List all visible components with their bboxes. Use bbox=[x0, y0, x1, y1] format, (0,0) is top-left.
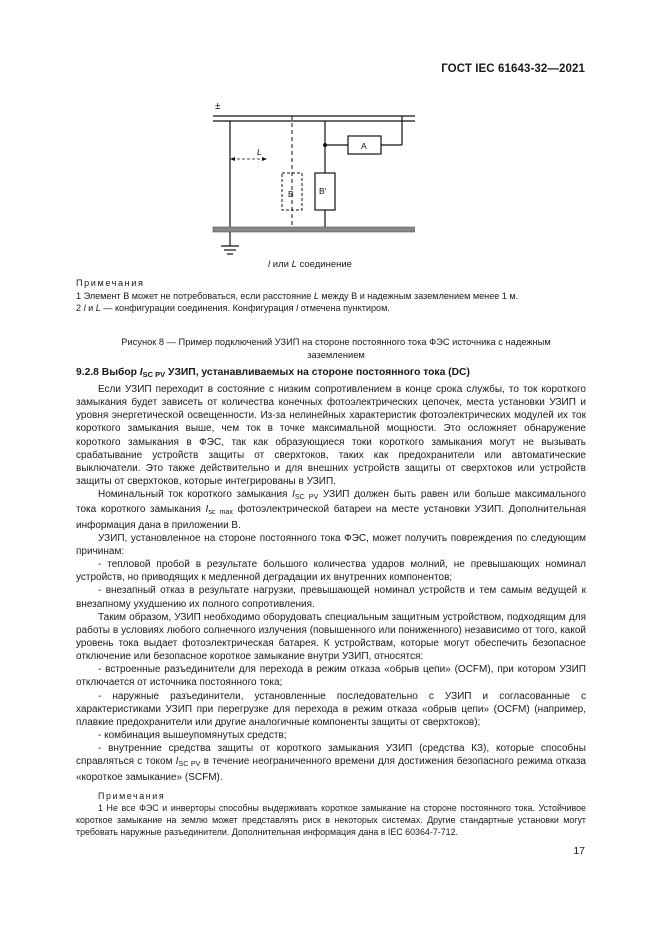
dimension-L-label: L bbox=[257, 147, 262, 157]
plus-minus-label: ± bbox=[215, 101, 221, 112]
paragraph-2: Номинальный ток короткого замыкания $I_{SC PV}$ УЗИП должен быть равен или больше максимального тока короткого замыкания $I_{sc max}$ фотоэлектрической батареи на месте установки УЗИП. Дополнительная информация дана в приложении B. bbox=[76, 489, 586, 531]
box-B-prime-label: B' bbox=[319, 186, 327, 196]
box-B-label: B bbox=[288, 189, 294, 199]
figure-caption: Рисунок 8 — Пример подключений УЗИП на стороне постоянного тока ФЭС источника с надежным заземлением bbox=[121, 337, 551, 360]
main-text bbox=[76, 366, 586, 838]
bullet-1: - тепловой пробой в результате большого количества ударов молний, не превышающих номинал устройств, но приводящих к медленной деградации их внутренних компонентов; bbox=[76, 559, 586, 584]
dimension-arrow-left bbox=[230, 157, 235, 161]
paragraph-4: Таким образом, УЗИП необходимо оборудовать специальным защитным устройством, подходящим для работы в условиях любого солнечного излучения (повышенного или пониженного) независимо от того, какой уровень тока выдает фотоэлектрическая батарея. К устройствам, которые могут обеспечить безопасное отключение или безопасное короткое замыкание внутри УЗИП, относятся: bbox=[76, 611, 586, 663]
box-A-label: A bbox=[361, 141, 367, 151]
section-note-1: 1 Не все ФЭС и инверторы способны выдерживать короткое замыкание на стороне постоянного тока. Устойчивое короткое замыкание на землю может представлять риск в некоторых системах. Другие стандартные установки могут требовать наружные разъединители. Дополнительная информация дана в IEC 60364-7-712. bbox=[76, 802, 586, 837]
earth-bar bbox=[213, 227, 415, 232]
section-notes-title: Примечания bbox=[98, 790, 166, 801]
note-1: 1 Элемент B может не потребоваться, если расстояние L между B и надежным заземлением менее 1 м. bbox=[76, 290, 519, 301]
section-notes bbox=[76, 790, 586, 838]
note-2: 2 l и L — конфигурации соединения. Конфигурация l отмечена пунктиром. bbox=[76, 303, 390, 313]
connection-diagram bbox=[205, 93, 415, 258]
bullet-3: - встроенные разъединители для перехода в режим отказа «обрыв цепи» (OCFM), при котором УЗИП отключается от источника постоянного тока; bbox=[76, 664, 586, 689]
bullet-6: - внутренние средства защиты от короткого замыкания УЗИП (средства КЗ), которые способны справляться с током $I_{SC PV}$ в течение неограниченного времени для достижения безопасного режима отказа «короткое замыкание» (SCFM). bbox=[76, 743, 586, 783]
page-number: 17 bbox=[573, 845, 585, 857]
dimension-arrow-right bbox=[262, 157, 267, 161]
notes-title: Примечания bbox=[76, 278, 145, 288]
connection-caption: l или L соединение bbox=[268, 259, 352, 270]
bullet-2: - внезапный отказ в результате нагрузки, превышающей номинал устройств и тем самым ведущей к внезапному ухудшению их полного сопротивления. bbox=[76, 585, 586, 610]
paragraph-1: Если УЗИП переходит в состояние с низким сопротивлением в конце срока службы, то ток короткого замыкания будет зависеть от количества конечных фотоэлектрических цепочек, места установки УЗИП и уровня энергетической освещенности. Из-за нелинейных характеристик фотоэлектрических модулей их ток короткого замыкания выше, чем ток в точке максимальной мощности. Это осложняет обнаружение короткого замыкания в ФЭС, так как образующиеся токи короткого замыкания могут не вызывать срабатывание устройств защиты от сверхтоков, таких как предохранители или автоматические выключатели. Это также действительно и для внешних устройств защиты от сверхтоков или устройств защиты от сверхтоков, которые интегрированы в УЗИП. bbox=[76, 384, 586, 488]
paragraph-3: УЗИП, установленное на стороне постоянного тока ФЭС, может получить повреждения по следующим причинам: bbox=[76, 532, 586, 557]
bullet-5: - комбинация вышеупомянутых средств; bbox=[98, 730, 287, 742]
figure-notes bbox=[76, 277, 596, 315]
standard-header: ГОСТ IEC 61643-32—2021 bbox=[441, 63, 585, 75]
bullet-4: - наружные разъединители, установленные последовательно с УЗИП и согласованные с характеристиками УЗИП при перегрузке для перехода в режим отказа «обрыв цепи» (OCFM) (например, плавкие предохранители или другие аналогичные компоненты защиты от сверхтоков); bbox=[76, 690, 586, 728]
section-title: 9.2.8 Выбор $I_{SC PV}$ УЗИП, устанавливаемых на стороне постоянного тока (DC) bbox=[76, 367, 470, 379]
